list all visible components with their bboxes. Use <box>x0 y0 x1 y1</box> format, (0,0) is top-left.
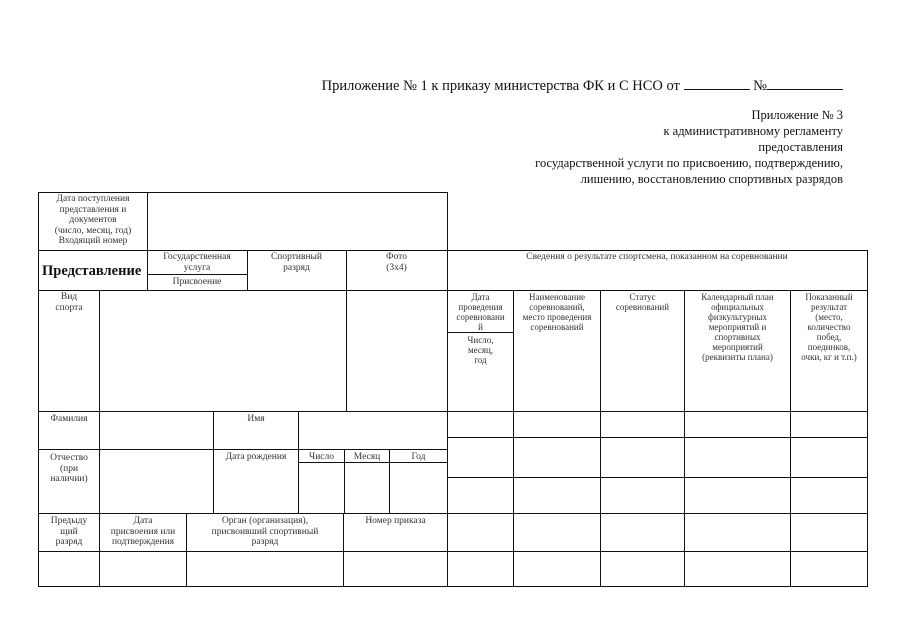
number-label: № <box>753 78 767 94</box>
patronymic-label: Отчество (при наличии) <box>50 453 88 484</box>
assign-date-label: Дата присвоения или подтверждения <box>110 516 176 547</box>
date-received-label: Дата поступления представления и документов (число, месяц, год) Входящий номер <box>54 194 132 246</box>
order-reference-text: Приложение № 1 к приказу министерства ФК и С НСО от <box>321 78 680 94</box>
assignment-label: Присвоение <box>172 277 222 287</box>
number-blank <box>767 77 843 90</box>
appendix-line: к административному регламенту <box>663 124 843 138</box>
form-title: Представление <box>42 263 142 279</box>
order-number-label: Номер приказа <box>365 516 426 526</box>
gos-service-label: Государственная услуга <box>163 252 231 273</box>
month-label: Месяц <box>353 452 381 462</box>
col-plan-header: Календарный план официальных физкультурных мероприятий и спортивных мероприятий (реквизиты плана) <box>701 292 774 362</box>
results-header: Сведения о результате спортсмена, показанном на соревновании <box>526 252 788 262</box>
sport-type-label: Вид спорта <box>55 292 83 313</box>
order-reference <box>0 77 843 95</box>
appendix-line: лишению, восстановлению спортивных разрядов <box>580 172 843 186</box>
col-date-header: Дата проведения соревновани й <box>456 292 505 332</box>
day-label: Число <box>309 452 334 462</box>
date-blank <box>684 77 750 90</box>
surname-label: Фамилия <box>50 414 88 424</box>
appendix-line: Приложение № 3 <box>751 108 843 122</box>
photo-placeholder: Фото (3х4) <box>386 252 407 273</box>
org-label: Орган (организация), присвоивший спортивный разряд <box>211 516 319 547</box>
name-label: Имя <box>247 414 265 424</box>
appendix-line: предоставления <box>758 140 843 154</box>
sport-rank-label: Спортивный разряд <box>270 252 323 273</box>
col-status-header: Статус соревнований <box>615 292 670 312</box>
col-result-header: Показанный результат (место, количество побед, поединков, очки, кг и т.п.) <box>801 292 857 362</box>
col-date-subheader: Число, месяц, год <box>467 335 494 365</box>
birth-date-label: Дата рождения <box>225 452 287 462</box>
appendix-line: государственной услуги по присвоению, подтверждению, <box>535 156 843 170</box>
col-name-header: Наименование соревнований, место проведения соревнований <box>522 292 592 332</box>
prev-rank-label: Предыду щий разряд <box>50 516 88 547</box>
year-label: Год <box>411 452 426 462</box>
appendix-header <box>0 107 843 187</box>
